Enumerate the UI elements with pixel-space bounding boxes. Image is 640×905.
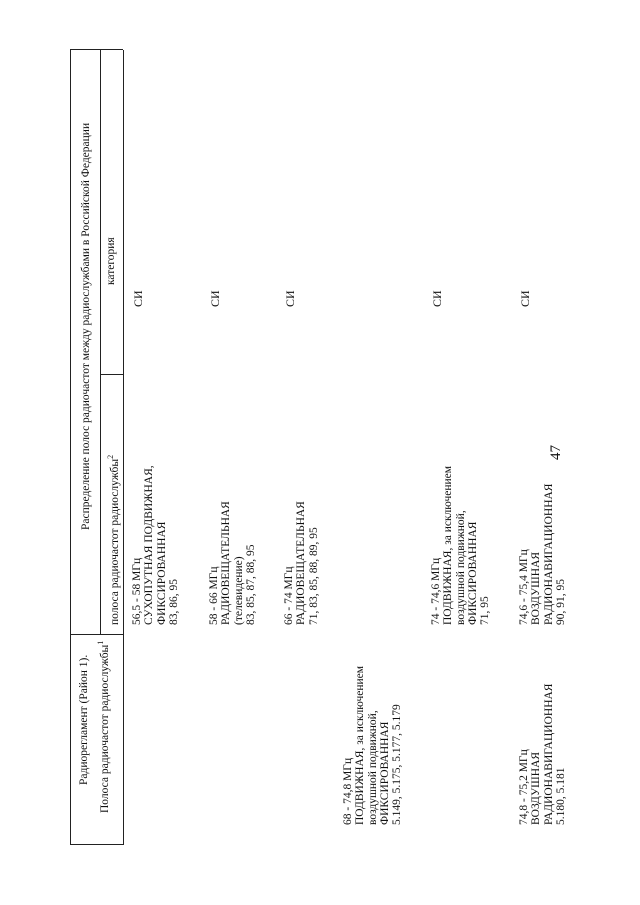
header-left-subtitle: Полоса радиочастот радиослужбы$^1$ [96,640,111,813]
category-value: СИ [430,290,444,307]
service-line: ФИКСИРОВАННАЯ [466,521,479,625]
category-value: СИ [518,290,532,307]
right-entry-74-74.6 [430,466,491,625]
header-column-band: полоса радиочастот радиослужбы$^2$ [106,454,121,625]
service-line: ПОДВИЖНАЯ, за исключением [354,665,367,825]
header-left-title: Радиорегламент (Район 1). [78,654,90,785]
service-line: воздушной подвижной, [366,710,379,825]
band-label: 68 - 74,8 МГц [342,757,354,825]
service-line: ФИКСИРОВАННАЯ [378,721,391,825]
band-label: 74,6 - 75,4 МГц [518,549,530,625]
right-entry-66-74 [283,501,320,625]
footnote-refs: 83, 86, 95 [167,579,180,625]
band-label: 74 - 74,6 МГц [430,557,442,625]
service-line: воздушной подвижной, [454,510,467,625]
service-line: ФИКСИРОВАННАЯ [155,521,168,625]
category-value: СИ [208,290,222,307]
band-label: 58 - 66 МГц [208,566,220,625]
service-line: СУХОПУТНАЯ ПОДВИЖНАЯ, [143,465,156,625]
column-divider-category [100,374,123,375]
band-label: 56,5 - 58 МГц [131,557,143,625]
service-line: РАДИОВЕЩАТЕЛЬНАЯ [295,501,308,625]
left-entry-74.8-75.2 [518,684,567,825]
header-right-title: Распределение полос радиочастот между радиослужбами в Российской Федерации [80,122,92,530]
category-value: СИ [283,290,297,307]
footnote-refs: 5.149, 5.175, 5.177, 5.179 [391,704,404,825]
band-label: 74,8 - 75,2 МГц [518,749,530,825]
service-line: (телевидение) [232,556,245,625]
header-split-line [100,50,101,635]
service-line: ВОЗДУШНАЯ [530,551,543,625]
service-line: РАДИОНАВИГАЦИОННАЯ [542,483,555,625]
footnote-refs: 71, 95 [479,596,492,625]
category-value: СИ [131,290,145,307]
band-label: 66 - 74 МГц [283,566,295,625]
footnote-refs: 5.180, 5.181 [554,767,567,825]
right-entry-58-66 [208,501,257,625]
header-column-category: категория [105,237,117,285]
footnote-refs: 71, 83, 85, 88, 89, 95 [307,527,320,625]
table-right-border [70,49,123,50]
header-bottom-border [123,50,124,845]
service-line: РАДИОВЕЩАТЕЛЬНАЯ [220,501,233,625]
left-entry-68-74.8 [342,666,403,825]
table-left-border [70,844,123,845]
table-top-border [70,50,71,845]
page-number: 47 [548,445,564,460]
service-line: ВОЗДУШНАЯ [530,751,543,825]
service-line: РАДИОНАВИГАЦИОННАЯ [542,683,555,825]
right-entry-74.6-75.4 [518,484,567,625]
footnote-refs: 83, 85, 87, 88, 95 [244,544,257,625]
right-entry-56.5-58 [131,465,180,625]
footnote-refs: 90, 91, 95 [554,579,567,625]
column-divider-main [70,634,123,635]
service-line: ПОДВИЖНАЯ, за исключением [442,465,455,625]
